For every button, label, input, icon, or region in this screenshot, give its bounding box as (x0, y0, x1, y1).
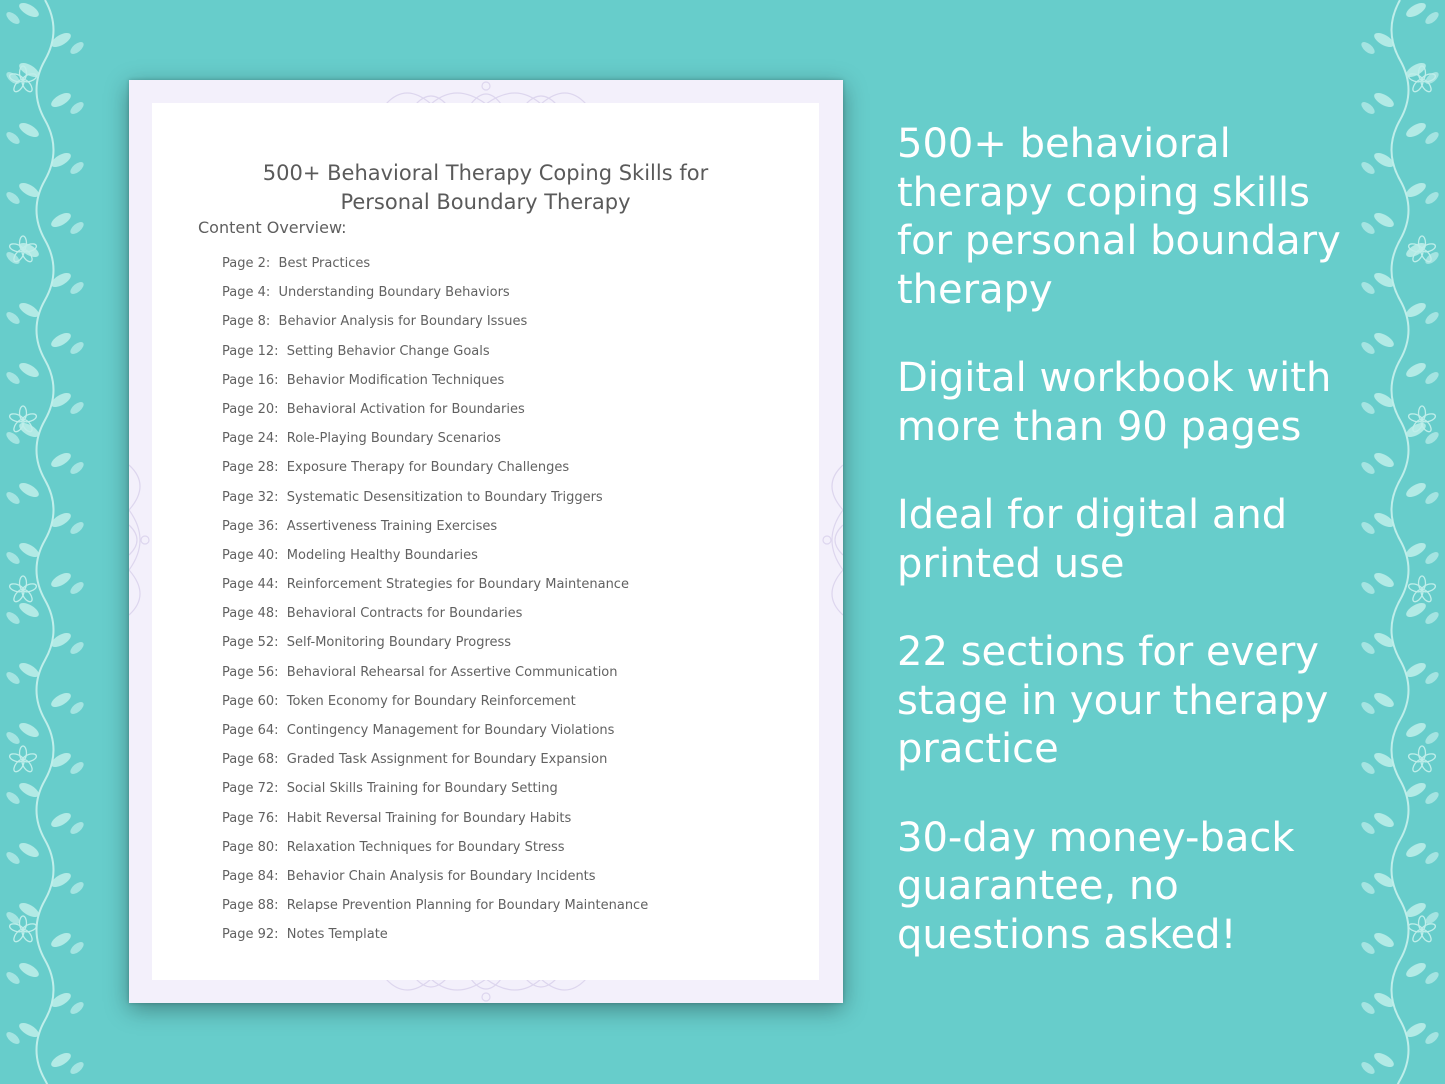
feature-text: Digital workbook with more than 90 pages (897, 355, 1332, 450)
toc-section-title: Best Practices (278, 256, 371, 271)
toc-entry (222, 751, 648, 780)
toc-page-number: Page 76: (222, 810, 279, 826)
page-title-line-2: Personal Boundary Therapy (340, 190, 631, 214)
toc-page-number: Page 84: (222, 868, 279, 884)
toc-section-title: Exposure Therapy for Boundary Challenges (286, 460, 570, 476)
vine-decoration-right (1355, 0, 1445, 1084)
toc-page-number: Page 88: (222, 898, 279, 914)
toc-section-title: Behavior Chain Analysis for Boundary Incidents (286, 868, 596, 884)
toc-entry (222, 372, 648, 401)
toc-entry (222, 868, 648, 897)
toc-page-number: Page 2: (222, 256, 271, 271)
toc-section-title: Self-Monitoring Boundary Progress (286, 635, 512, 651)
toc-section-title: Habit Reversal Training for Boundary Habits (286, 810, 572, 826)
toc-section-title: Graded Task Assignment for Boundary Expansion (286, 752, 608, 768)
toc-section-title: Assertiveness Training Exercises (286, 518, 498, 534)
toc-section-title: Relaxation Techniques for Boundary Stress (286, 839, 565, 855)
toc-page-number: Page 40: (222, 547, 279, 563)
toc-entry (222, 459, 648, 488)
toc-section-title: Contingency Management for Boundary Violations (286, 723, 615, 738)
toc-section-title: Role-Playing Boundary Scenarios (286, 431, 501, 447)
toc-section-title: Behavior Modification Techniques (286, 372, 505, 388)
toc-entry (222, 518, 648, 547)
page-content (152, 103, 819, 980)
feature-text: 22 sections for every stage in your therapy practice (897, 629, 1329, 772)
toc-page-number: Page 60: (222, 693, 279, 709)
mandala-ornament-bottom (376, 979, 596, 1003)
toc-page-number: Page 44: (222, 577, 279, 593)
toc-section-title: Understanding Boundary Behaviors (278, 285, 510, 301)
toc-page-number: Page 24: (222, 431, 279, 447)
toc-entry (222, 576, 648, 605)
toc-page-number: Page 32: (222, 489, 279, 505)
toc-entry (222, 810, 648, 839)
toc-page-number: Page 92: (222, 927, 279, 943)
toc-page-number: Page 56: (222, 664, 279, 680)
toc-entry (222, 255, 648, 284)
toc-section-title: Social Skills Training for Boundary Setting (286, 781, 558, 797)
toc-section-title: Systematic Desensitization to Boundary Triggers (286, 489, 603, 505)
toc-page-number: Page 68: (222, 752, 279, 768)
toc-entry (222, 284, 648, 313)
toc-entry (222, 547, 648, 576)
toc-page-number: Page 4: (222, 285, 271, 301)
content-overview-heading: Content Overview: (198, 218, 347, 237)
toc-entry (222, 897, 648, 926)
toc-section-title: Reinforcement Strategies for Boundary Maintenance (286, 577, 629, 593)
toc-entry (222, 780, 648, 809)
feature-list (897, 120, 1357, 959)
toc-page-number: Page 28: (222, 460, 279, 476)
toc-page-number: Page 20: (222, 401, 279, 417)
toc-entry (222, 430, 648, 459)
toc-section-title: Token Economy for Boundary Reinforcement (286, 693, 576, 709)
workbook-page-preview (129, 80, 843, 1003)
toc-entry (222, 313, 648, 342)
page-title (152, 159, 819, 217)
toc-entry (222, 343, 648, 372)
feature-text: Ideal for digital and printed use (897, 492, 1288, 587)
toc-entry (222, 693, 648, 722)
mandala-ornament-right (819, 455, 843, 625)
mandala-ornament-left (129, 455, 153, 625)
toc-page-number: Page 36: (222, 518, 279, 534)
toc-entry (222, 926, 648, 955)
table-of-contents (222, 255, 648, 956)
toc-section-title: Behavior Analysis for Boundary Issues (278, 314, 528, 330)
toc-entry (222, 401, 648, 430)
toc-page-number: Page 48: (222, 606, 279, 622)
toc-section-title: Relapse Prevention Planning for Boundary Maintenance (286, 898, 649, 914)
mandala-ornament-top (376, 80, 596, 104)
toc-section-title: Notes Template (286, 927, 388, 943)
toc-section-title: Behavioral Activation for Boundaries (286, 401, 525, 417)
toc-entry (222, 664, 648, 693)
toc-section-title: Behavioral Contracts for Boundaries (286, 606, 523, 622)
toc-page-number: Page 8: (222, 314, 271, 330)
feature-text: 30-day money-back guarantee, no questions asked! (897, 814, 1295, 958)
toc-section-title: Behavioral Rehearsal for Assertive Communication (286, 664, 618, 680)
toc-entry (222, 489, 648, 518)
toc-entry (222, 634, 648, 663)
feature-text: 500+ behavioral therapy coping skills for personal boundary therapy (897, 121, 1341, 313)
toc-page-number: Page 16: (222, 372, 279, 388)
toc-page-number: Page 80: (222, 839, 279, 855)
toc-page-number: Page 72: (222, 781, 279, 797)
toc-entry (222, 722, 648, 751)
toc-section-title: Setting Behavior Change Goals (286, 343, 490, 359)
toc-page-number: Page 52: (222, 635, 279, 651)
vine-decoration-left (0, 0, 90, 1084)
toc-entry (222, 605, 648, 634)
toc-section-title: Modeling Healthy Boundaries (286, 547, 478, 563)
toc-entry (222, 839, 648, 868)
toc-page-number: Page 12: (222, 343, 279, 359)
toc-page-number: Page 64: (222, 723, 279, 738)
page-title-line-1: 500+ Behavioral Therapy Coping Skills for (262, 161, 709, 185)
